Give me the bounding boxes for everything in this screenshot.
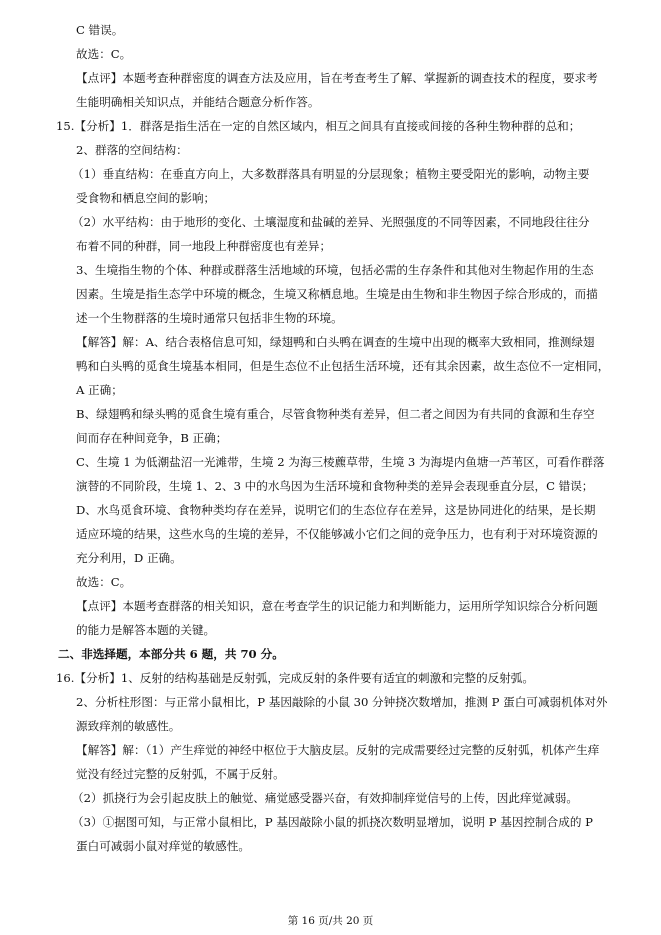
circled-number-1: ① [102, 815, 115, 829]
text-line [72, 814, 593, 830]
text-line: A 正确； [76, 383, 123, 397]
answer-line: 【解答】解：A、结合表格信息可知，绿翅鸭和白头鸭在调查的生境中出现的概率大致相同，推测绿翅 [76, 335, 595, 349]
text-line: 2、群落的空间结构： [76, 143, 188, 157]
question-15-analysis: 15.【分析】1．群落是指生活在一定的自然区域内，相互之间具有直接或间接的各种生物种群的总和； [56, 119, 581, 133]
answer-line: 【解答】解：（1）产生痒觉的神经中枢位于大脑皮层。反射的完成需要经过完整的反射弧，机体产生痒 [76, 743, 600, 757]
text-line: （2）水平结构：由于地形的变化、土壤湿度和盐碱的差异、光照强度的不同等因素，不同地段往往分 [72, 215, 590, 229]
text-line: D、水鸟觅食环境、食物种类均存在差异，说明它们的生态位存在差异，这是协同进化的结果，是长期 [76, 503, 596, 517]
text-line: 2、分析柱形图：与正常小鼠相比，P 基因敲除的小鼠 30 分钟挠次数增加，推测 P 蛋白可减弱机体对外 [76, 695, 608, 709]
text-line: C、生境 1 为低潮盐沼一光滩带，生境 2 为海三棱藨草带，生境 3 为海堤内鱼塘一芦苇区，可看作群落 [76, 455, 605, 469]
comment-line: 【点评】本题考查种群密度的调查方法及应用，旨在考查考生了解、掌握新的调查技术的程度，要求考 [76, 71, 598, 85]
text-line: 源致痒剂的敏感性。 [76, 719, 181, 733]
text-line: 述一个生物群落的生境时通常只包括非生物的环境。 [76, 311, 343, 325]
page-footer: 第 16 页/共 20 页 [287, 915, 374, 927]
text-line: 适应环境的结果，这些水鸟的生境的差异，不仅能够减小它们之间的竞争压力，也有利于对环境资源的 [76, 527, 598, 541]
text-line: C 错误。 [76, 23, 124, 37]
text-line: 受食物和栖息空间的影响； [76, 191, 216, 205]
text-fragment: 据图可知，与正常小鼠相比，P 基因敲除小鼠的抓挠次数明显增加，说明 P 基因控制合成的 P [114, 815, 593, 829]
text-line: 故选：C。 [76, 575, 132, 589]
text-line: 蛋白可减弱小鼠对痒觉的敏感性。 [76, 839, 250, 853]
text-line: 鸭和白头鸭的觅食生境基本相同，但是生态位不止包括生活环境，还有其余因素，故生态位不一定相同， [76, 359, 610, 373]
text-line: 布着不同的种群，同一地段上种群密度也有差异； [76, 239, 332, 253]
text-line: 3、生境指生物的个体、种群或群落生活地域的环境，包括必需的生存条件和其他对生物起作用的生态 [76, 263, 594, 277]
question-16-analysis: 16.【分析】1、反射的结构基础是反射弧，完成反射的条件要有适宜的刺激和完整的反射弧。 [56, 671, 534, 685]
text-line: 故选：C。 [76, 47, 132, 61]
text-line: 因素。生境是指生态学中环境的概念，生境又称栖息地。生境是由生物和非生物因子综合形成的，而描 [76, 287, 598, 301]
part-3-prefix: （3） [72, 815, 103, 829]
text-line: 生能明确相关知识点，并能结合题意分析作答。 [76, 95, 320, 109]
text-line: （1）垂直结构：在垂直方向上，大多数群落具有明显的分层现象；植物主要受阳光的影响，动物主要 [72, 167, 590, 181]
text-line: （2）抓挠行为会引起皮肤上的触觉、痛觉感受器兴奋，有效抑制痒觉信号的上传，因此痒觉减弱。 [72, 791, 578, 805]
section-heading: 二、非选择题，本部分共 6 题，共 70 分。 [58, 647, 284, 661]
text-line: 觉没有经过完整的反射弧，不属于反射。 [76, 767, 285, 781]
text-line: 充分利用，D 正确。 [76, 551, 182, 565]
text-line: 的能力是解答本题的关键。 [76, 623, 216, 637]
text-line: 间而存在种间竞争，B 正确； [76, 431, 228, 445]
comment-line: 【点评】本题考查群落的相关知识，意在考查学生的识记能力和判断能力，运用所学知识综合分析问题 [76, 599, 598, 613]
text-line: 演替的不同阶段，生境 1、2、3 中的水鸟因为生活环境和食物种类的差异会表现垂直分层，C 错误； [76, 479, 594, 493]
text-line: B、绿翅鸭和绿头鸭的觅食生境有重合，尽管食物种类有差异，但二者之间因为有共同的食源和生存空 [76, 407, 595, 421]
